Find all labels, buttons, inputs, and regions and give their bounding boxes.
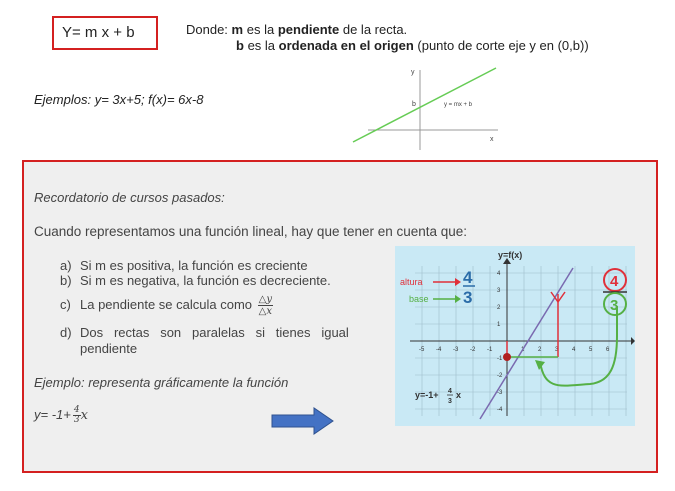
x-tick-label: 3 xyxy=(555,347,559,353)
reminder-intro: Cuando representamos una función lineal, hay que tener en cuenta que: xyxy=(34,224,468,239)
formula-text: Y= m x + b xyxy=(62,24,135,41)
function-denominator: 3 xyxy=(73,415,80,425)
y-tick-label: 1 xyxy=(497,322,501,328)
x-tick-label: 6 xyxy=(606,347,610,353)
x-tick-label: 4 xyxy=(572,347,576,353)
definition-b xyxy=(236,38,589,54)
x-tick-label: 5 xyxy=(589,347,593,353)
ordenada-term: ordenada en el origen xyxy=(278,38,414,53)
m-variable: m xyxy=(231,22,244,37)
examples-text: Ejemplos: y= 3x+5; f(x)= 6x-8 xyxy=(34,92,204,107)
small-line-graph xyxy=(348,62,508,154)
left-frac-den: 3 xyxy=(463,288,473,307)
small-line-label: y = mx + b xyxy=(444,102,473,108)
list-item-a xyxy=(60,259,308,273)
list-key-a: a) xyxy=(60,258,72,273)
example-prompt: Ejemplo: representa gráficamente la función xyxy=(34,375,289,390)
list-item-d-cont: pendiente xyxy=(80,341,138,356)
function-fraction xyxy=(73,406,81,425)
y-tick-label: -4 xyxy=(497,407,503,413)
equation-suffix: x xyxy=(456,390,462,400)
formula-box xyxy=(52,16,158,50)
list-text-a: Si m es positiva, la función es creciente xyxy=(80,258,308,273)
x-tick-label: 2 xyxy=(538,347,542,353)
b-text-1: es la xyxy=(247,38,276,53)
right-arrow-icon xyxy=(270,406,336,436)
slope-denominator: △x xyxy=(258,306,272,317)
list-text-b: Si m es negativa, la función es decreciente. xyxy=(80,273,331,288)
definition-m xyxy=(186,22,407,38)
small-graph-line xyxy=(353,68,496,142)
b-text-2: (punto de corte eje y en (0,b)) xyxy=(417,38,589,53)
b-variable: b xyxy=(236,38,244,53)
small-b-label: b xyxy=(412,101,416,108)
x-tick-label: -4 xyxy=(436,347,442,353)
m-text-2: de la recta. xyxy=(342,22,408,37)
list-key-c: c) xyxy=(60,296,71,312)
list-item-c xyxy=(60,294,273,317)
x-tick-label: -5 xyxy=(419,347,425,353)
y-tick-label: -2 xyxy=(497,373,503,379)
y-tick-label: -1 xyxy=(497,356,503,362)
list-item-b xyxy=(60,274,331,288)
y-tick-label: -3 xyxy=(497,390,503,396)
function-numerator: 4 xyxy=(73,405,80,415)
equation-num: 4 xyxy=(448,388,452,395)
list-text-c: La pendiente se calcula como xyxy=(80,296,253,312)
list-key-d: d) xyxy=(60,325,72,340)
example-function xyxy=(34,406,88,425)
m-text-1: es la xyxy=(246,22,275,37)
equation-den: 3 xyxy=(448,398,452,405)
base-label: base xyxy=(409,294,429,304)
y-tick-label: 4 xyxy=(497,271,501,277)
pendiente-term: pendiente xyxy=(277,22,340,37)
circle-num-text: 4 xyxy=(610,273,619,290)
small-y-label: y xyxy=(411,69,415,76)
graph-title: y=f(x) xyxy=(498,250,523,260)
function-suffix: x xyxy=(80,407,88,423)
function-prefix: y= -1+ xyxy=(34,406,71,422)
donde-label: Donde: xyxy=(186,22,228,37)
y-tick-label: 2 xyxy=(497,305,501,311)
slope-fraction xyxy=(258,294,273,317)
list-item-d xyxy=(60,326,349,340)
function-graph xyxy=(395,246,635,426)
list-text-d: Dos rectas son paralelas si tienes igual xyxy=(80,325,349,340)
reminder-title: Recordatorio de cursos pasados: xyxy=(34,190,225,205)
left-frac-num: 4 xyxy=(463,268,473,287)
small-x-label: x xyxy=(490,136,494,143)
slope-numerator: △y xyxy=(258,294,272,305)
circle-den-text: 3 xyxy=(610,297,619,314)
x-tick-label: -3 xyxy=(453,347,459,353)
intercept-point xyxy=(503,353,511,361)
y-tick-label: 3 xyxy=(497,288,501,294)
list-key-b: b) xyxy=(60,273,72,288)
x-tick-label: -2 xyxy=(470,347,476,353)
equation-prefix: y=-1+ xyxy=(415,390,439,400)
altura-label: altura xyxy=(400,277,423,287)
x-tick-label: -1 xyxy=(487,347,493,353)
